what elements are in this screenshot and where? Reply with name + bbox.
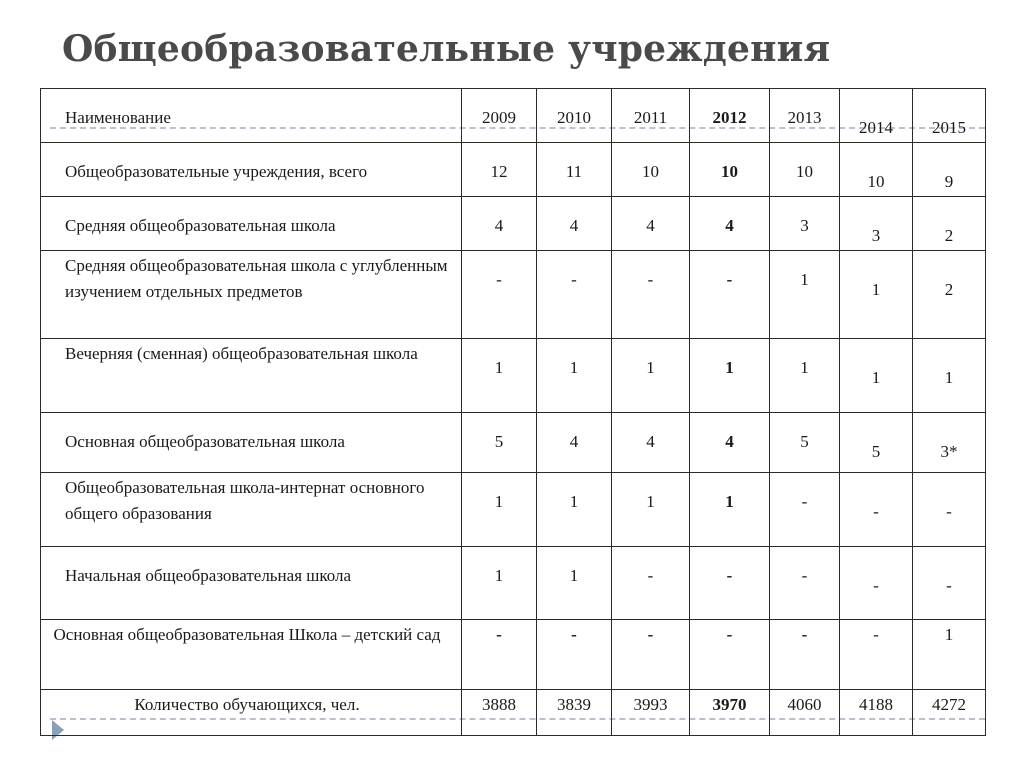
value-cell: 1: [612, 339, 690, 413]
value-cell: 4060: [770, 690, 840, 736]
value-cell: 4: [690, 197, 770, 251]
value-cell: -: [537, 620, 612, 690]
header-year-cell: 2015: [913, 89, 986, 143]
value-cell: 9: [913, 143, 986, 197]
header-name-cell: Наименование: [41, 89, 462, 143]
value-cell: 4: [537, 413, 612, 473]
row-name-cell: Вечерняя (сменная) общеобразовательная школа: [41, 339, 462, 413]
value-cell: 1: [690, 473, 770, 547]
value-cell: -: [770, 620, 840, 690]
value-cell: -: [770, 547, 840, 620]
value-cell: 4188: [840, 690, 913, 736]
value-cell: 1: [462, 339, 537, 413]
value-cell: -: [690, 620, 770, 690]
value-cell: 3: [770, 197, 840, 251]
value-cell: 12: [462, 143, 537, 197]
value-cell: 4272: [913, 690, 986, 736]
table-row: [41, 620, 986, 690]
value-cell: 10: [612, 143, 690, 197]
header-year-cell: 2012: [690, 89, 770, 143]
value-cell: 4: [462, 197, 537, 251]
value-cell: -: [840, 547, 913, 620]
table-row: [41, 547, 986, 620]
value-cell: 4: [612, 413, 690, 473]
value-cell: -: [690, 251, 770, 339]
value-cell: 4: [612, 197, 690, 251]
value-cell: 2: [913, 251, 986, 339]
value-cell: 1: [537, 547, 612, 620]
value-cell: -: [462, 620, 537, 690]
table-row: [41, 413, 986, 473]
value-cell: 11: [537, 143, 612, 197]
value-cell: -: [770, 473, 840, 547]
header-year-cell: 2011: [612, 89, 690, 143]
table-row: [41, 143, 986, 197]
value-cell: 10: [770, 143, 840, 197]
table-row: [41, 197, 986, 251]
value-cell: -: [612, 251, 690, 339]
value-cell: 3970: [690, 690, 770, 736]
value-cell: -: [840, 620, 913, 690]
header-year-cell: 2014: [840, 89, 913, 143]
value-cell: 4: [690, 413, 770, 473]
value-cell: 3: [840, 197, 913, 251]
value-cell: 1: [840, 251, 913, 339]
value-cell: 3*: [913, 413, 986, 473]
value-cell: -: [690, 547, 770, 620]
value-cell: 1: [690, 339, 770, 413]
table-row: [41, 251, 986, 339]
row-name-cell: Количество обучающихся, чел.: [41, 690, 462, 736]
table-total-row: [41, 690, 986, 736]
value-cell: -: [462, 251, 537, 339]
value-cell: -: [840, 473, 913, 547]
value-cell: -: [537, 251, 612, 339]
value-cell: 3888: [462, 690, 537, 736]
value-cell: 1: [913, 620, 986, 690]
header-year-cell: 2010: [537, 89, 612, 143]
value-cell: -: [913, 473, 986, 547]
header-year-cell: 2009: [462, 89, 537, 143]
value-cell: -: [913, 547, 986, 620]
value-cell: 3839: [537, 690, 612, 736]
value-cell: 1: [612, 473, 690, 547]
value-cell: 1: [462, 547, 537, 620]
page-title: Общеобразовательные учреждения: [62, 28, 831, 70]
value-cell: 5: [462, 413, 537, 473]
row-name-cell: Средняя общеобразовательная школа: [41, 197, 462, 251]
value-cell: 1: [770, 339, 840, 413]
value-cell: 1: [537, 473, 612, 547]
value-cell: 1: [770, 251, 840, 339]
value-cell: 10: [690, 143, 770, 197]
table-row: [41, 473, 986, 547]
value-cell: 4: [537, 197, 612, 251]
value-cell: 10: [840, 143, 913, 197]
value-cell: 5: [770, 413, 840, 473]
row-name-cell: Начальная общеобразовательная школа: [41, 547, 462, 620]
table-row: [41, 339, 986, 413]
value-cell: 5: [840, 413, 913, 473]
row-name-cell: Средняя общеобразовательная школа с углубленным изучением отдельных предметов: [41, 251, 462, 339]
value-cell: 1: [913, 339, 986, 413]
row-name-cell: Общеобразовательная школа-интернат основного общего образования: [41, 473, 462, 547]
value-cell: -: [612, 620, 690, 690]
value-cell: 3993: [612, 690, 690, 736]
value-cell: -: [612, 547, 690, 620]
value-cell: 1: [462, 473, 537, 547]
header-year-cell: 2013: [770, 89, 840, 143]
row-name-cell: Основная общеобразовательная Школа – детский сад: [41, 620, 462, 690]
value-cell: 2: [913, 197, 986, 251]
row-name-cell: Основная общеобразовательная школа: [41, 413, 462, 473]
value-cell: 1: [537, 339, 612, 413]
institutions-table: [40, 88, 986, 736]
value-cell: 1: [840, 339, 913, 413]
table-header-row: [41, 89, 986, 143]
row-name-cell: Общеобразовательные учреждения, всего: [41, 143, 462, 197]
